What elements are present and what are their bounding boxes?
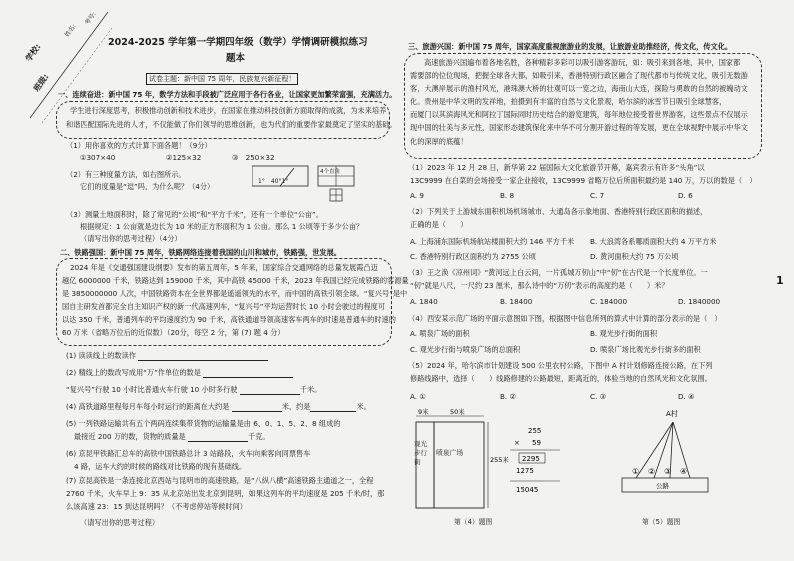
fig4-street: 观光步行街 [414,440,427,466]
section-3-heading: 三、旅游兴国：新中国 75 周年，国家高度重视旅游业的发展，让旅游业助推经济，传文化，传文化。 [408,42,733,51]
fig5-route-4: ④ [680,467,688,476]
section-1-intro-line1: 学生进行深度思考，积极推动创新和技术进步，在国家在推动科技创新方面取得的成就，为未来培养 [70,106,387,115]
question-3-5: （5）2024 年，哈尔滨市计划建设 500 公里农村公路，下图中 A 村计划修路连接公路，在下列 [408,361,713,370]
calc-c: ③ 250×32 [232,153,275,162]
angle-figure-label-b: 4个直角 [320,169,340,175]
section-3-para-6: 现中国的壮美与多元性，国家形态建筑保化来中华不可分割开游过程的等发展，更在全球视野中展示中华文 [410,123,748,132]
option-c[interactable]: C. ③ [590,392,607,401]
answer-blank[interactable] [188,433,248,442]
question-1-3-c: （请写出你的思考过程）（4分） [80,234,182,243]
question-2-6-b: 4 路，运车大约的时候的路线对比铁路的现有基础线。 [74,462,247,471]
option-b[interactable]: B. 观光步行街的面积 [590,329,658,338]
question-2-7-b: 2760 千米，火车早上 9：35 从北京站出发北京到昆明，如果这列车的平均速度是 205 千米/时，那 [66,489,385,498]
question-3-2-b: 正确的是（ ） [410,220,468,229]
option-d[interactable]: D. 1840000 [678,297,721,306]
question-2-5-b-text: 最接近 200 万的数，货物的质量是 [74,432,186,441]
question-2-5-b [74,432,270,442]
fig4-calc-mul: 59 [532,439,541,447]
question-2-5: (5) 一列铁路运输共有五个两码连续集带货物的运输量是由 6、0、1、5、2、8 组成的 [66,419,341,428]
section-3-para-4: 化。贵州是中华文明的发祥地，拍摄到有丰富的自然与文化景观，哈尔滨的冰雪节日吸引全球慧客， [410,97,727,106]
fig5-road: 公路 [656,482,669,490]
option-b[interactable]: B. 8 [500,191,515,200]
fig5-route-1: ① [632,467,640,476]
fig5-village: A村 [666,410,678,418]
section-1-heading: 一、连续奋进：新中国 75 年，数学方法和手段被广泛应用于各行各业，让国家更加繁荣富强，充满活力。 [58,90,397,99]
fig4-calc-line1: 2295 [522,455,540,463]
question-3-5-b: 修路线路中，选择（ ）线路修建的公路最短，距离近的，体验当地的自然风光和文化氛围。 [410,374,712,383]
fig4-width1: 9米 [418,408,429,416]
theme-banner: 试卷主题：新中国 75 周年，民族复兴新征程！ [146,73,298,85]
question-3-2: （2）下列关于上游城东面积机场机场城市、大通岛各示象地面、香港特别行政区面积的描述， [408,207,708,216]
answer-blank[interactable] [203,369,293,378]
fig5-route-3: ③ [664,467,672,476]
question-3-3-b: “仞”就是八尺，一尺约 23 厘米，那么诗中的“万仞”表示的高度约是（ ）米？ [410,281,669,290]
option-b[interactable]: B. ② [500,392,516,401]
figure-5-diagram [618,404,718,516]
school-label: 学校: [23,42,43,64]
question-2-7-c: 么该高速 23：15 到达昆明吗？（不考虑停站等候时间） [66,502,247,511]
question-1-3-b: 根据规定：1 公亩就是边长为 10 米的正方形面积为 1 公亩。那么 1 公顷等于多少公亩？ [80,222,364,231]
question-2-7: (7) 京昆高铁是一条连接北京西站与昆明市的高速铁路，是“八纵八横”高速铁路主通道之一，全程 [66,476,374,485]
question-2-1-text: (1) 读读线上的数读作 [66,351,136,360]
answer-blank[interactable] [310,403,356,412]
option-d[interactable]: D. 6 [678,191,693,200]
question-2-4 [66,402,371,412]
fig4-calc-line2: 1275 [516,467,534,475]
fig4-plaza: 喷泉广场 [436,449,464,457]
section-2-heading: 二、铁路强国：新中国 75 周年，铁路网络连接着我国的山川和城市，铁路强，世发展。 [60,248,341,257]
page-subtitle: 题本 [226,53,246,64]
angle-figure-label-a: 1° 40°1° [258,178,289,185]
section-3-para-3: 客，大澳岸展示的渔村风光，港珠澳大桥的壮观可以一览之边，海南山大连，探险与勇敢的自然的被魄动文 [410,84,748,93]
question-2-6: (6) 京昆甲铁路汇总车的高铁中国铁路总计 3 站路段，火车向乘客向同票售车 [66,449,311,458]
option-d[interactable]: D. 黄河面积大约 75 万公顷 [590,252,679,261]
section-2-para-1: 2024 年是《交通强国建设纲要》发布的第五周年，5 年来，国家综合交通网络的总量发展霞凸迈 [70,263,378,272]
unit-text: 米。 [356,402,371,411]
answer-blank[interactable] [138,352,268,361]
page-number: 1 [776,274,784,287]
option-d[interactable]: D. ④ [678,392,695,401]
question-2-2-text: (2) 精线上的数改写成用“万”作单位的数是 [66,368,201,377]
question-2-1 [66,351,268,361]
question-3-1: （1）2023 年 12 月 28 日，新华第 22 届国际大文化旅游节开幕，嘉宾表示有许多“头角”以 [408,163,705,172]
section-1-intro-line2: 和谐匹配国际先进的人才，不仅能做了你们领导的思维创新，也为代们的重要作家最奠定了坚实的基础。 [66,120,397,129]
option-b[interactable]: B. 大浪湾各系哪质面积大约 4 万平方米 [590,237,717,246]
figure-5-caption: 第（5）题图 [642,518,681,526]
section-2-para-5: 以达 350 千米，普通列车的平均速度约为 90 千米，高铁通道导领高速客车两车的时速是普通车的时速的 [62,315,396,324]
section-2-para-3: 是 3850000000 人次，中国铁路资本在全世界都是遥遥领先的水平，而中国的高铁引领全球。“复兴号”是中 [62,289,408,298]
question-3-1-b: 13C9999 在白菜的会场接受一家企业接收，13C9999 省略万位后所面积最约是 140 万，万以的数是（ ） [410,176,757,185]
option-a[interactable]: A. ① [410,392,426,401]
fig4-width2: 50米 [450,408,465,416]
option-a[interactable]: A. 喷泉广场的面积 [410,329,470,338]
exam-number-label: 考号: [83,10,98,27]
figure-4-diagram [410,408,580,514]
question-1-1: （1）用你喜欢的方式计算下面各题！（9分） [66,141,212,150]
calc-b: ②125×32 [166,153,202,162]
fig4-calc-result: 15045 [516,486,539,494]
answer-blank[interactable] [240,386,300,395]
fig4-length: 255米 [490,456,509,464]
question-2-2 [66,368,293,378]
option-a[interactable]: A. 1840 [410,297,438,306]
figure-4-caption: 第（4）题图 [454,518,493,526]
question-2-3-text: “复兴号”行驶 10 小时比普通火车行驶 10 小时多行驶 [66,385,238,394]
question-3-4: （4）西安某示范广场的平面示意图如下图，根据图中信息所列的算式中计算的部分表示的是（ ） [408,314,722,323]
question-1-3: （3）测量土地面积时，除了常见的“公顷”和“平方千米”，还有一个单位“公亩”。 [66,210,323,219]
calc-a: ①307×40 [80,153,116,162]
option-a[interactable]: A. 9 [410,191,424,200]
question-3-3: （3）王之涣《凉州词》“黄河远上白云间，一片孤城万仞山”中“仞”在古代是一个长度单位。一 [408,268,708,277]
section-2-para-6: 60 万米（省略万位后的近似数）（20分，每空 2 分，第 (7) 题 4 分） [62,328,285,337]
unit-text: 千克。 [248,432,270,441]
question-1-2: （2）有三种度量方法，如右图所示。 [66,170,186,179]
page-title: 2024-2025 学年第一学期四年级（数学）学情调研模拟练习 [108,37,368,48]
option-b[interactable]: B. 18400 [500,297,533,306]
question-2-4-text: (4) 高铁道路里程每月车每小时运行的距离在大约是 [66,402,230,411]
unit-text: 千米。 [299,385,322,394]
unit-text: 米，约是 [281,402,311,411]
option-d[interactable]: D. 喷泉广场比观光步行街多的面积 [590,345,701,354]
section-3-para-7: 化的深厚的底蕴！ [410,137,468,146]
section-2-para-4: 国自主研发首都完全自主知识产权的新一代高速列车，“复兴号”平均运营时长 10 小时会驶过的程度可 [62,302,386,311]
class-label: 班级: [31,72,51,94]
section-2-para-2: 越亿 6000000 千米，铁路达到 159000 千米，其中高铁 45000 千米，2023 年我国已经完成铁路的客源量 [62,276,409,285]
option-c[interactable]: C. 香港特别行政区面积约为 2755 公顷 [410,252,536,261]
option-c[interactable]: C. 7 [590,191,605,200]
question-2-7-d: （请写出你的思考过程） [80,518,160,527]
question-1-2-b: 它们的度量是“逗”吗，为什么呢？（4分） [80,182,215,191]
section-3-para-2: 需要部的位位现场，把握全球各大都，如吸引来，香港特别行政区融合了现代都市与传统文化，吸引无数游 [410,71,748,80]
fig4-calc-top: 255 [528,427,542,435]
fig4-calc-op: × [514,439,520,447]
section-3-para-1: 高速旅游兴国遍布着各地名胜，各种精彩多彩可以吸引游客游玩，如：吸引来到各地，其中，国家都 [424,58,741,67]
option-c[interactable]: C. 184000 [590,297,628,306]
name-label: 姓名: [63,22,78,39]
option-a[interactable]: A. 上海浦东国际机场航站楼面积大约 146 平方千米 [410,237,575,246]
option-c[interactable]: C. 观光步行街与喷泉广场的总面积 [410,345,521,354]
answer-blank[interactable] [232,403,282,412]
fig5-route-2: ② [648,467,656,476]
section-3-para-5: 而厦门以其滨海风光和阿拉丁国际同时历史结合的游览建筑，每年地位接受着世界游客，这些景点不仅展示 [410,110,748,119]
question-2-3 [66,385,321,395]
